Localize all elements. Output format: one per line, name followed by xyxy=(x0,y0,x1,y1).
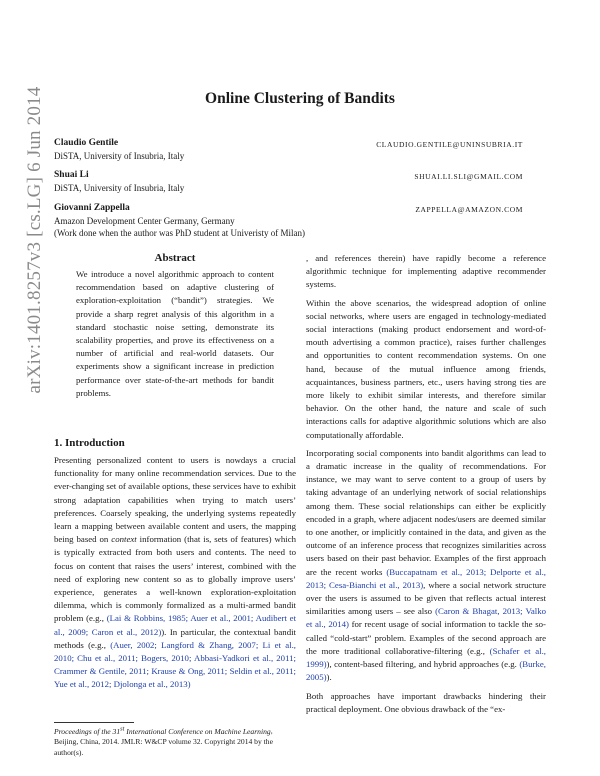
footnote: Proceedings of the 31st International Conference on Machine Learning, Beijing, China, 2014. JMLR: W&CP volume 32. Copyright 2014 by the author(s). xyxy=(54,725,273,757)
intro-paragraph-3: Incorporating social components into bandit algorithms can lead to a dramatic increase in the quality of recommendations. For instance, we may want to serve content to a group of users by taking advantage of an underlying network of social relationships among them. These social relationships can either be explicitly encoded in a graph, where adjacent nodes/users are deemed similar to one another, or implicitly contained in the data, and given as the outcome of an inference process that recognizes similarities across users based on their past behavior. Examples of the first approach are the recent works (Buccapatnam et al., 2013; Delporte et al., 2013; Cesa-Bianchi et al., 2013), where a social network structure over the users is assumed to be given that reflects actual interest similarities among users – see also (Caron & Bhagat, 2013; Valko et al., 2014) for recent usage of social information to tackle the so-called “cold-start” problem. Examples of the second approach are the more traditional collaborative-filtering (e.g., (Schafer et al., 1999)), content-based filtering, and hybrid approaches (e.g. (Burke, 2005)). xyxy=(306,447,546,683)
author-note: (Work done when the author was PhD student at Univeristy of Milan) xyxy=(54,228,305,238)
intro-paragraph-1-cont: , and references therein) have rapidly become a reference algorithmic technique for implementing adaptive recommender systems. xyxy=(306,253,546,290)
intro-paragraph-2: Within the above scenarios, the widespread adoption of online social networks, where users are engaged in technology-mediated social interactions (making product endorsement and word-of-mouth advertising a common practice), raises further challenges and opportunities to content recommendation systems. On one hand, because of the mutual influence among friends, acquaintances, business partners, etc., users having strong ties are more likely to exhibit similar interests, and therefore similar behavior. On the other hand, the nature and scale of such interactions calls for adaptive algorithmic solutions which are also computationally affordable. xyxy=(306,297,546,440)
citation-link[interactable]: (Buccapatnam et al., 2013; Delporte et al., 2013; Cesa-Bianchi et al., 2013) xyxy=(306,566,546,590)
author-affiliation: DiSTA, University of Insubria, Italy xyxy=(54,151,185,161)
citation-link[interactable]: (Caron & Bhagat, 2013; Valko et al., 2014) xyxy=(306,606,546,630)
footnote-rule xyxy=(54,722,134,723)
right-column xyxy=(306,252,546,721)
author-email: CLAUDIO.GENTILE@UNINSUBRIA.IT xyxy=(376,140,523,149)
author-affiliation: Amazon Development Center Germany, Germany xyxy=(54,216,235,226)
abstract-text: We introduce a novel algorithmic approach to content recommendation based on adaptive clustering of exploration-exploitation (“bandit”) strategies. We provide a sharp regret analysis of this algorithm in a standard stochastic noise setting, demonstrate its scalability properties, and prove its effectiveness on a number of artificial and real-world datasets. Our experiments show a significant increase in prediction performance over state-of-the-art methods for bandit problems. xyxy=(76,269,274,398)
citation-link[interactable]: (Schafer et al., 1999) xyxy=(306,645,546,670)
author-email: ZAPPELLA@AMAZON.COM xyxy=(415,205,523,214)
intro-paragraph-4: Both approaches have important drawbacks hindering their practical deployment. One obvious drawback of the “ex- xyxy=(306,690,546,714)
author-name: Shuai Li xyxy=(54,170,89,180)
paper-title: Online Clustering of Bandits xyxy=(205,90,395,107)
author-name: Giovanni Zappella xyxy=(54,203,130,213)
citation-link[interactable]: (Auer, 2002; Langford & Zhang, 2007; Li et al., 2010; Chu et al., 2011; Bogers, 2010; Abbasi-Yadkori et al., 2011; Crammer & Gentile, 2011; Krause & Ong, 2011; Seldin et al., 2011; Yue et al., 2012; Djolonga et al., 2013) xyxy=(54,639,296,690)
author-affiliation: DiSTA, University of Insubria, Italy xyxy=(54,183,185,193)
author-name: Claudio Gentile xyxy=(54,138,119,148)
arxiv-identifier: arXiv:1401.8257v3 [cs.LG] 6 Jun 2014 xyxy=(24,86,45,394)
author-email: SHUAI.LI.SLI@GMAIL.COM xyxy=(414,172,523,181)
citation-link[interactable]: (Burke, 2005) xyxy=(306,659,546,683)
citation-link[interactable]: (Lai & Robbins, 1985; Auer et al., 2001; Audibert et al., 2009; Caron et al., 2012) xyxy=(54,613,297,637)
abstract-heading: Abstract xyxy=(154,252,196,264)
intro-paragraph-1: Presenting personalized content to users is nowdays a crucial functionality for many online recommendation services. Due to the ever-changing set of available options, these services have to exhibit strong adaptation capabilities when trying to match users’ preferences. Coarsely speaking, the underlying systems repeatedly learn a mapping between available content and users, the mapping being based on context information (that is, sets of features) which is typically extracted from both users and contents. The need to focus on content that raises the users’ interest, combined with the need of exploring new content so as to globally improve users’ experience, generates a well-known exploration-exploitation dilemma, which is commonly formalized as a multi-armed bandit problem (e.g., (Lai & Robbins, 1985; Auer et al., 2001; Audibert et al., 2009; Caron et al., 2012)). In particular, the contextual bandit methods (e.g., (Auer, 2002; Langford & Zhang, 2007; Li et al., 2010; Chu et al., 2011; Bogers, 2010; Abbasi-Yadkori et al., 2011; Crammer & Gentile, 2011; Krause & Ong, 2011; Seldin et al., 2011; Yue et al., 2012; Djolonga et al., 2013) xyxy=(54,455,297,690)
section-heading: 1. Introduction xyxy=(54,437,125,449)
